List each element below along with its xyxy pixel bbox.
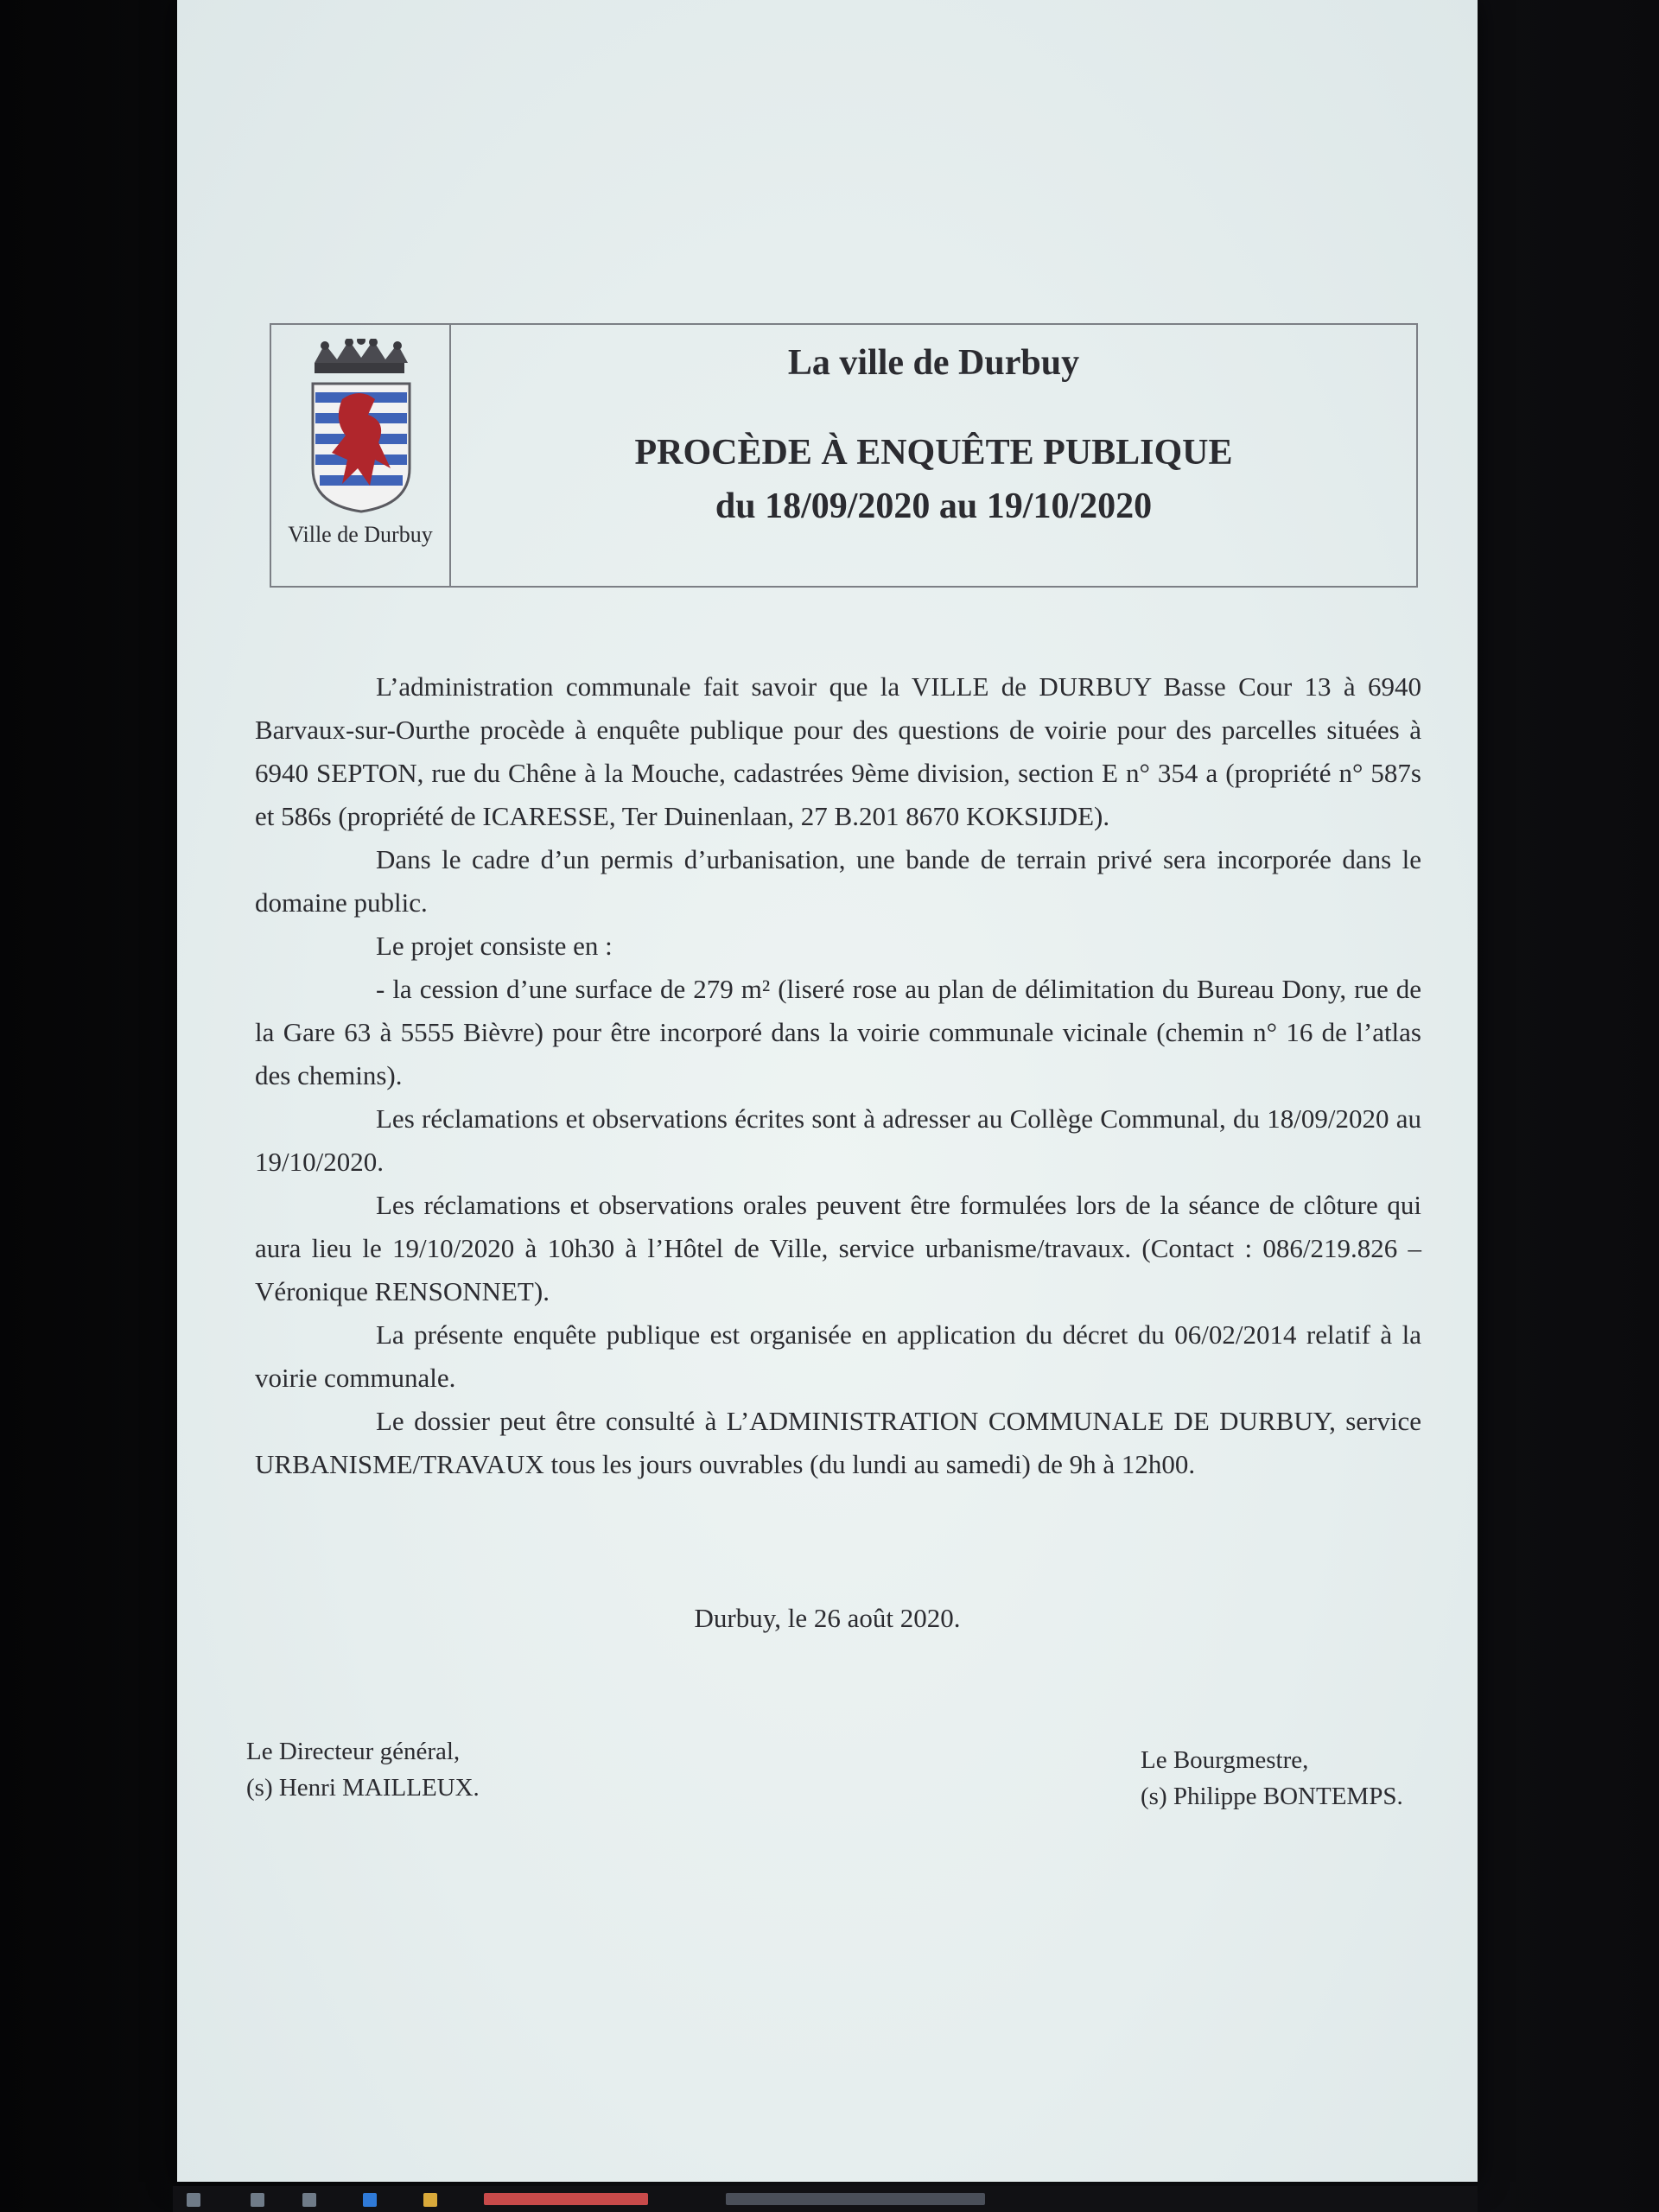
shield-icon — [313, 384, 410, 512]
page-title: PROCÈDE À ENQUÊTE PUBLIQUE — [634, 433, 1233, 473]
director-name: (s) Henri MAILLEUX. — [246, 1774, 480, 1802]
search-icon[interactable] — [251, 2193, 264, 2207]
crown-icon — [315, 339, 408, 373]
open-window-tab[interactable] — [484, 2193, 648, 2205]
inquiry-date-range: du 18/09/2020 au 19/10/2020 — [715, 486, 1153, 526]
logo-caption: Ville de Durbuy — [288, 522, 433, 547]
browser-icon[interactable] — [363, 2193, 377, 2207]
title-cell — [451, 325, 1416, 586]
paragraph-context: Dans le cadre d’un permis d’urbanisation, une bande de terrain privé sera incorporée dans le domaine public. — [255, 844, 1421, 918]
display-screen — [177, 0, 1478, 2182]
notice-header — [270, 323, 1418, 588]
folder-icon[interactable] — [423, 2193, 437, 2207]
paragraph-legal-basis: La présente enquête publique est organisée en application du décret du 06/02/2014 relatif à la voirie communale. — [255, 1319, 1421, 1393]
notice-body — [255, 665, 1421, 1486]
start-icon[interactable] — [187, 2193, 200, 2207]
taskbar — [173, 2186, 1478, 2212]
signature-mayor — [1141, 1742, 1403, 1815]
paragraph-project-intro: Le projet consiste en : — [376, 931, 613, 961]
logo-cell — [271, 325, 451, 586]
director-title: Le Directeur général, — [246, 1738, 461, 1765]
mayor-name: (s) Philippe BONTEMPS. — [1141, 1783, 1403, 1810]
town-title: La ville de Durbuy — [787, 343, 1080, 383]
signature-director — [246, 1733, 480, 1806]
paragraph-consultation: Le dossier peut être consulté à L’ADMINISTRATION COMMUNALE DE DURBUY, service URBANISME/TRAVAUX tous les jours ouvrables (du lundi au samedi) de 9h à 12h00. — [255, 1406, 1421, 1479]
active-window-tab[interactable] — [726, 2193, 985, 2205]
paragraph-announcement: L’administration communale fait savoir que la VILLE de DURBUY Basse Cour 13 à 6940 Barvaux-sur-Ourthe procède à enquête publique pour des questions de voirie pour des parcelles situées à 6940 SEPTON, rue du Chêne à la Mouche, cadastrées 9ème division, section E n° 354 a (propriété n° 587s et 586s (propriété de ICARESSE, Ter Duinenlaan, 27 B.201 8670 KOKSIJDE). — [255, 671, 1421, 831]
mayor-title: Le Bourgmestre, — [1141, 1746, 1309, 1774]
paragraph-project-detail: - la cession d’une surface de 279 m² (liseré rose au plan de délimitation du Bureau Dony, rue de la Gare 63 à 5555 Bièvre) pour être incorporé dans la voirie communale vicinale (chemin n° 16 de l’atlas des chemins). — [255, 974, 1421, 1090]
date-line: Durbuy, le 26 août 2020. — [694, 1603, 961, 1633]
paragraph-oral-claims: Les réclamations et observations orales peuvent être formulées lors de la séance de clôture qui aura lieu le 19/10/2020 à 10h30 à l’Hôtel de Ville, service urbanisme/travaux. (Contact : 086/219.826 – Véronique RENSONNET). — [255, 1190, 1421, 1306]
coat-of-arms-logo — [308, 339, 415, 520]
paragraph-written-claims: Les réclamations et observations écrites sont à adresser au Collège Communal, du 18/09/2020 au 19/10/2020. — [255, 1103, 1421, 1177]
task-view-icon[interactable] — [302, 2193, 316, 2207]
